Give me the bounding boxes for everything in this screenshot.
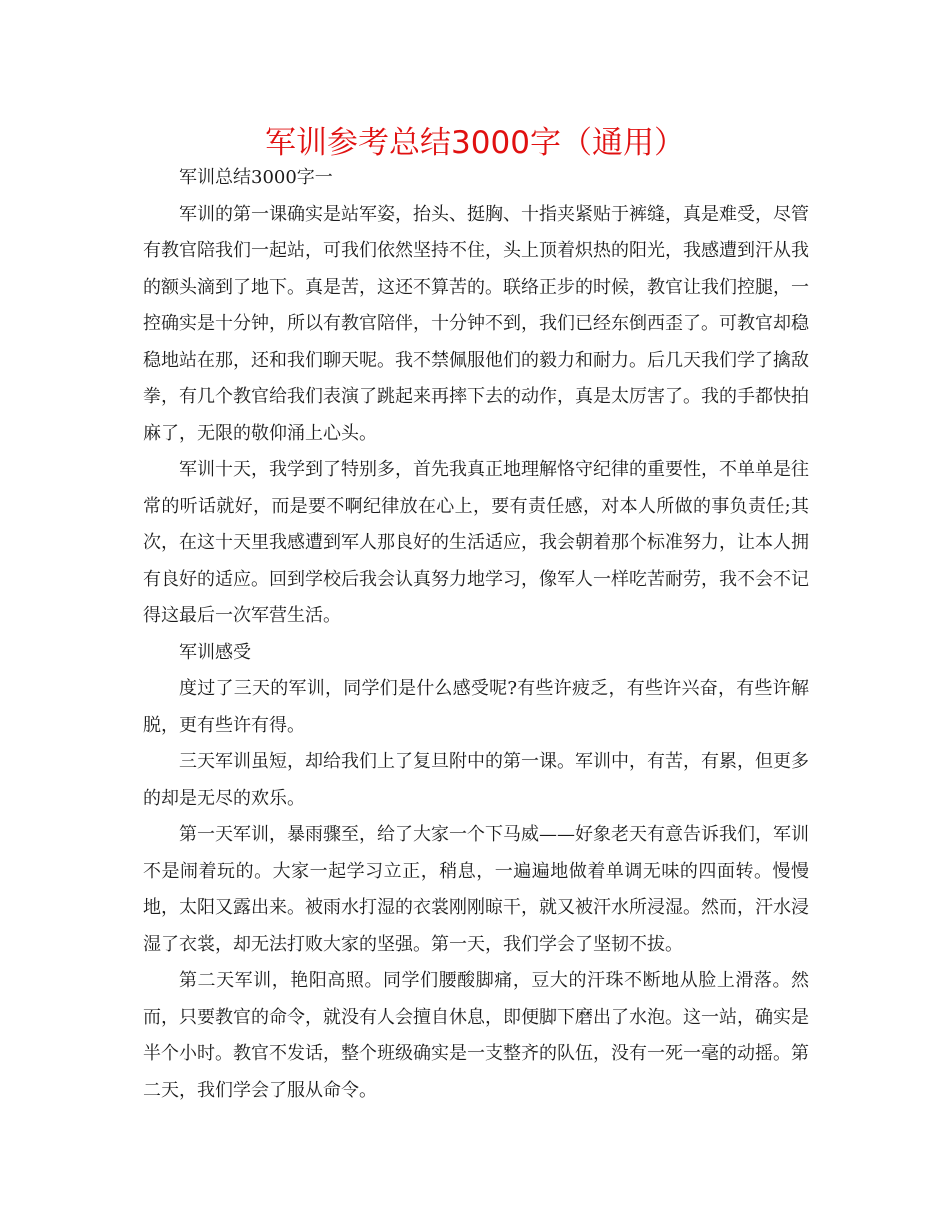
paragraph: 度过了三天的军训，同学们是什么感受呢?有些许疲乏，有些许兴奋，有些许解脱，更有些许有得。 [143, 678, 809, 736]
section-heading: 军训感受 [179, 641, 251, 663]
paragraph: 第一天军训，暴雨骤至，给了大家一个下马威——好象老天有意告诉我们，军训不是闹着玩的。大家一起学习立正，稍息，一遍遍地做着单调无味的四面转。慢慢地，太阳又露出来。被雨水打湿的衣裳刚刚晾干，就又被汗水所浸湿。然而，汗水浸湿了衣裳，却无法打败大家的坚强。第一天，我们学会了坚韧不拔。 [143, 824, 809, 955]
paragraph: 第二天军训，艳阳高照。同学们腰酸脚痛，豆大的汗珠不断地从脸上滑落。然而，只要教官的命令，就没有人会擅自休息，即便脚下磨出了水泡。这一站，确实是半个小时。教官不发话，整个班级确实是一支整齐的队伍，没有一死一毫的动摇。第二天，我们学会了服从命令。 [143, 970, 809, 1101]
document-body [143, 160, 809, 1109]
paragraph: 军训十天，我学到了特别多，首先我真正地理解恪守纪律的重要性，不单单是往常的听话就好，而是要不啊纪律放在心上，要有责任感，对本人所做的事负责任;其次，在这十天里我感遭到军人那良好的生活适应，我会朝着那个标准努力，让本人拥有良好的适应。回到学校后我会认真努力地学习，像军人一样吃苦耐劳，我不会不记得这最后一次军营生活。 [143, 459, 809, 626]
paragraph: 军训的第一课确实是站军姿，抬头、挺胸、十指夹紧贴于裤缝，真是难受，尽管有教官陪我们一起站，可我们依然坚持不住，头上顶着炽热的阳光，我感遭到汗从我的额头滴到了地下。真是苦，这还不算苦的。联络正步的时候，教官让我们控腿，一控确实是十分钟，所以有教官陪伴，十分钟不到，我们已经东倒西歪了。可教官却稳稳地站在那，还和我们聊天呢。我不禁佩服他们的毅力和耐力。后几天我们学了擒敌拳，有几个教官给我们表演了跳起来再摔下去的动作，真是太厉害了。我的手都快拍麻了，无限的敬仰涌上心头。 [143, 203, 809, 444]
section-heading: 军训总结3000字一 [179, 167, 333, 188]
document-title: 军训参考总结3000字（通用） [265, 125, 685, 161]
paragraph: 三天军训虽短，却给我们上了复旦附中的第一课。军训中，有苦，有累，但更多的却是无尽的欢乐。 [143, 751, 809, 809]
